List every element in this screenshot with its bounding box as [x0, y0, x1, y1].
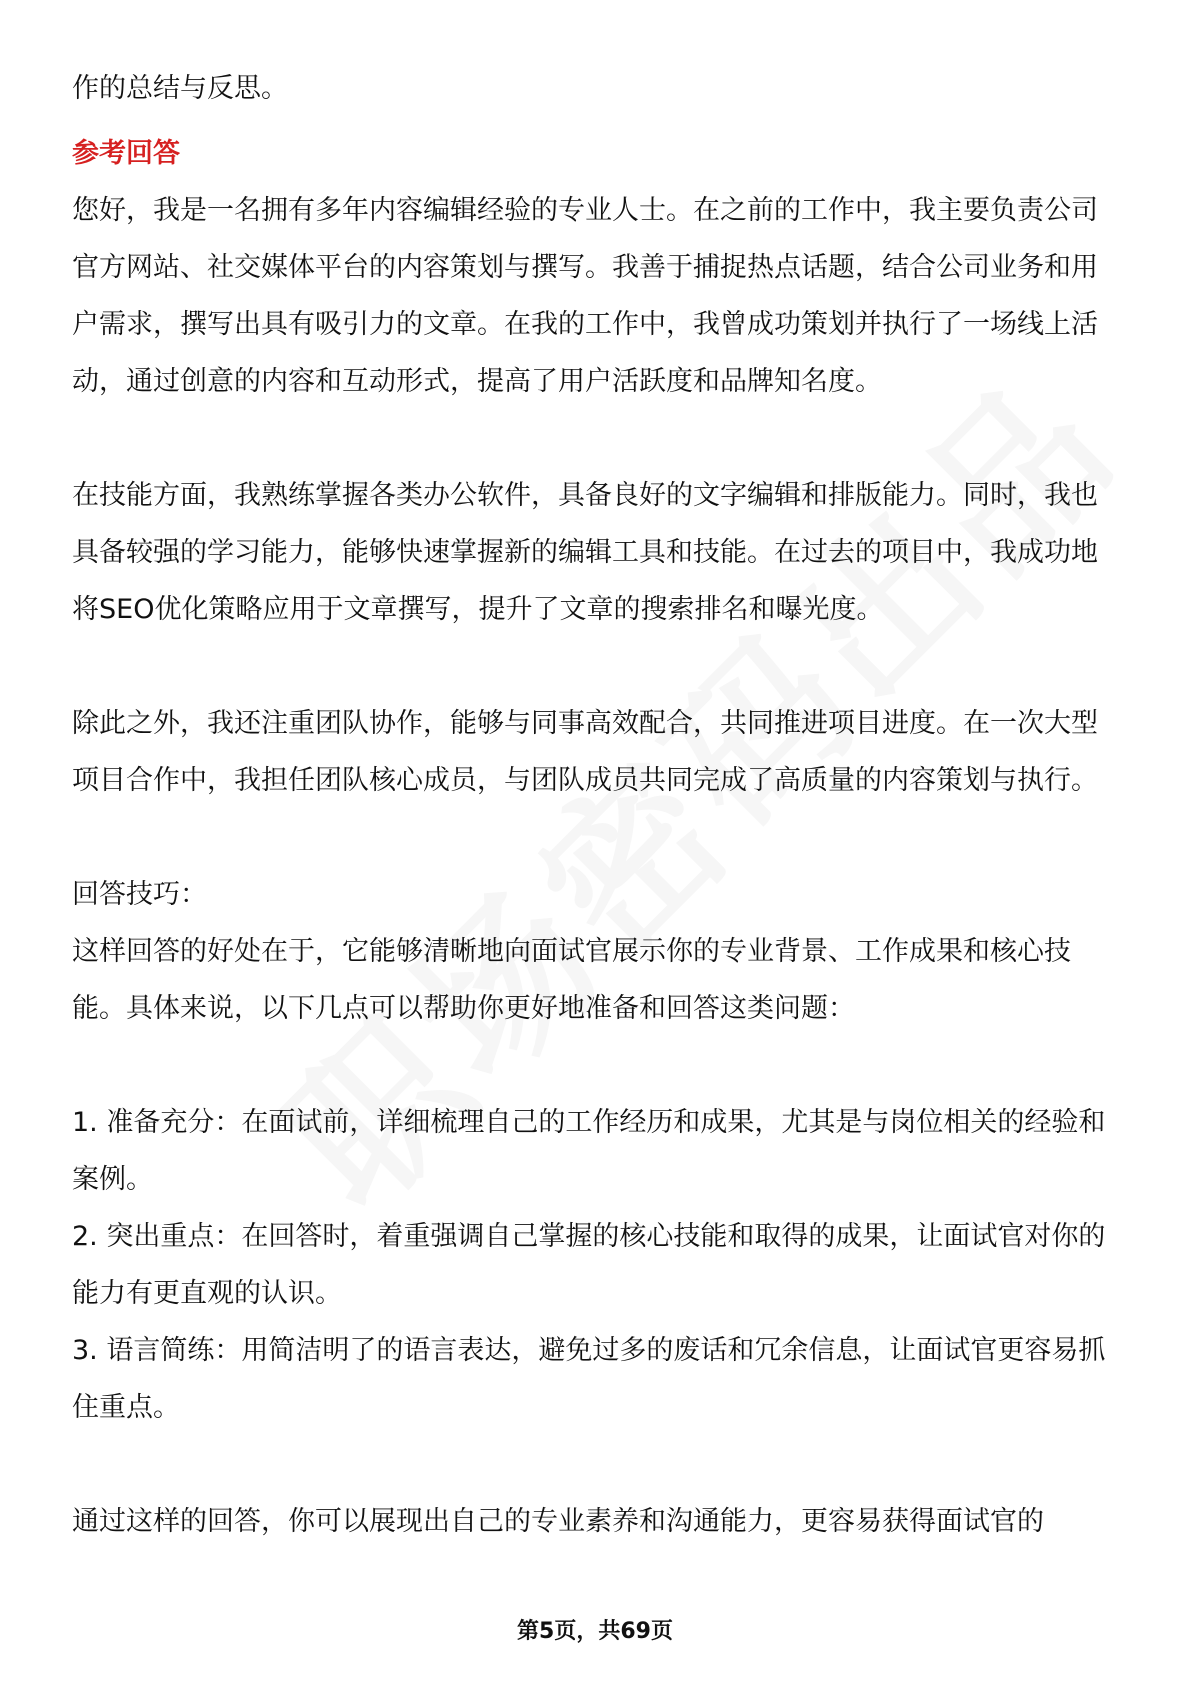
paragraph-gap: [72, 1037, 1120, 1094]
tips-title: 回答技巧：: [72, 879, 207, 910]
tip-item-1: 1. 准备充分：在面试前，详细梳理自己的工作经历和成果，尤其是与岗位相关的经验和案例。: [72, 1107, 1106, 1195]
tips-intro: 这样回答的好处在于，它能够清晰地向面试官展示你的专业背景、工作成果和核心技能。具体来说，以下几点可以帮助你更好地准备和回答这类问题：: [72, 936, 1071, 1024]
page-number: 第5页，共69页: [517, 1619, 673, 1644]
tip-item-2: 2. 突出重点：在回答时，着重强调自己掌握的核心技能和取得的成果，让面试官对你的能力有更直观的认识。: [72, 1221, 1106, 1309]
paragraph-gap: [72, 410, 1120, 467]
paragraph-gap: [72, 638, 1120, 695]
page-content: [72, 60, 1120, 1550]
paragraph-teamwork: 除此之外，我还注重团队协作，能够与同事高效配合，共同推进项目进度。在一次大型项目合作中，我担任团队核心成员，与团队成员共同完成了高质量的内容策划与执行。: [72, 708, 1098, 796]
paragraph-gap: [72, 1436, 1120, 1493]
paragraph-skills: 在技能方面，我熟练掌握各类办公软件，具备良好的文字编辑和排版能力。同时，我也具备较强的学习能力，能够快速掌握新的编辑工具和技能。在过去的项目中，我成功地将SEO优化策略应用于文章撰写，提升了文章的搜索排名和曝光度。: [72, 480, 1098, 625]
section-heading: 参考回答: [72, 138, 180, 169]
paragraph-intro: 您好，我是一名拥有多年内容编辑经验的专业人士。在之前的工作中，我主要负责公司官方网站、社交媒体平台的内容策划与撰写。我善于捕捉热点话题，结合公司业务和用户需求，撰写出具有吸引力的文章。在我的工作中，我曾成功策划并执行了一场线上活动，通过创意的内容和互动形式，提高了用户活跃度和品牌知名度。: [72, 195, 1098, 397]
paragraph-gap: [72, 809, 1120, 866]
continuation-text: 作的总结与反思。: [72, 73, 288, 104]
tip-item-3: 3. 语言简练：用简洁明了的语言表达，避免过多的废话和冗余信息，让面试官更容易抓住重点。: [72, 1335, 1106, 1423]
paragraph-closing: 通过这样的回答，你可以展现出自己的专业素养和沟通能力，更容易获得面试官的: [72, 1506, 1044, 1537]
